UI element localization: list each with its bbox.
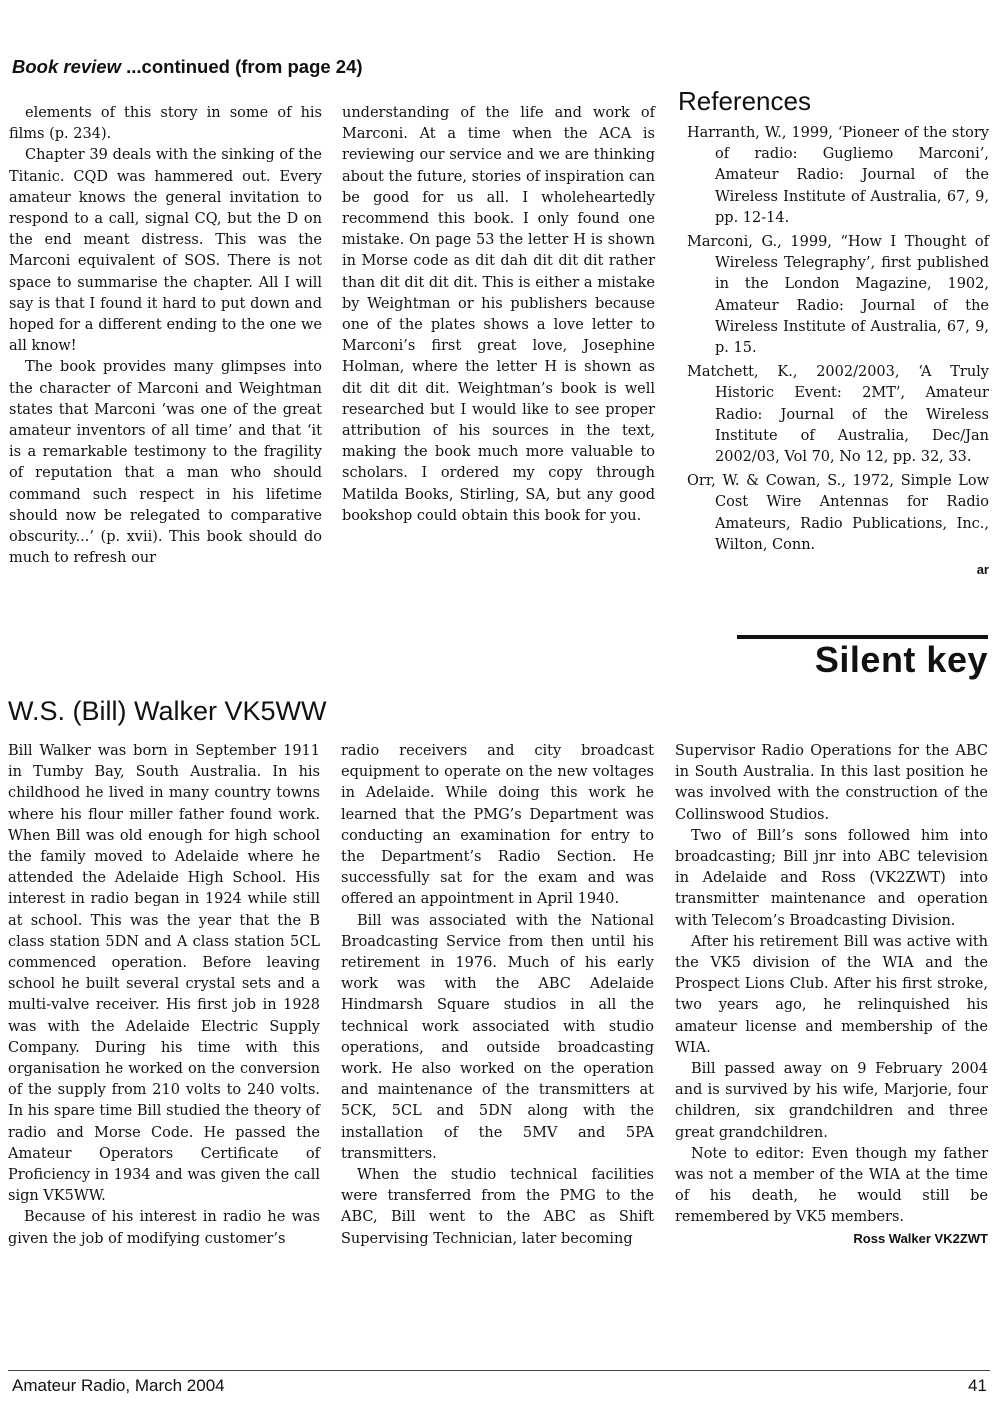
obituary-column-3: [675, 741, 988, 1248]
paragraph: Because of his interest in radio he was given the job of modifying customer’s: [8, 1209, 320, 1247]
paragraph: Bill Walker was born in September 1911 in Tumby Bay, South Australia. In his childhood he lived in many country towns where his flour miller father found work. When Bill was old enough for high school the family moved to Adelaide where he attended the Adelaide High School. His interest in radio began in 1924 while still at school. This was the year that the B class station 5DN and A class station 5CL commenced operation. Before leaving school he built several crystal sets and a multi-valve receiver. His first job in 1928 was with the Adelaide Electric Supply Company. During his time with this organisation he worked on the conversion of the supply from 210 volts to 240 volts. In his spare time Bill studied the theory of radio and Morse Code. He passed the Amateur Operators Certificate of Proficiency in 1934 and was given the call sign VK5WW.: [8, 743, 320, 1205]
paragraph: Bill was associated with the National Broadcasting Service from then until his retirement in 1976. Much of his early work was with the ABC Adelaide Hindmarsh Square studios in all the technical work associated with studio operations, and outside broadcasting work. He also worked on the operation and maintenance of the transmitters at 5CK, 5CL and 5DN along with the installation of the 5MV and 5PA transmitters.: [341, 912, 654, 1162]
reference-item: Matchett, K., 2002/2003, ‘A Truly Historic Event: 2MT’, Amateur Radio: Journal of the Wireless Institute of Australia, Dec/Jan 2002/03, Vol 70, No 12, pp. 32, 33.: [687, 364, 989, 466]
obituary-column-1: [8, 741, 320, 1250]
paragraph: elements of this story in some of his films (p. 234).: [9, 105, 322, 143]
reference-item: Marconi, G., 1999, “How I Thought of Wireless Telegraphy’, first published in the London Magazine, 1902, Amateur Radio: Journal of the Wireless Institute of Australia, 67, 9, p. 15.: [687, 234, 989, 357]
references-list: [687, 123, 989, 580]
continued-header: [12, 56, 363, 78]
references-heading: References: [678, 86, 811, 116]
paragraph: Note to editor: Even though my father was not a member of the WIA at the time of his death, he would still be remembered by VK5 members.: [675, 1145, 988, 1226]
paragraph: The book provides many glimpses into the character of Marconi and Weightman states that Marconi ‘was one of the great amateur inventors of all time’ and that ‘it is a remarkable testimony to the fragility of reputation that a man who should command such respect in his lifetime should now be relegated to comparative obscurity...’ (p. xvii). This book should do much to refresh our: [9, 359, 322, 567]
paragraph: radio receivers and city broadcast equipment to operate on the new voltages in Adelaide. While doing this work he learned that the PMG’s Department was conducting an examination for entry to the Department’s Radio Section. He successfully sat for the exam and was offered an appointment in April 1940.: [341, 743, 654, 908]
section-label: Book review: [12, 56, 121, 77]
author-signature: Ross Walker VK2ZWT: [853, 1230, 988, 1246]
paragraph: understanding of the life and work of Marconi. At a time when the ACA is reviewing our service and we are thinking about the future, stories of inspiration can be good for us all. I wholeheartedly recommend this book. I only found one mistake. On page 53 the letter H is shown in Morse code as dit dah dit dit dit rather than dit dit dit dit. This is either a mistake by Weightman or his publishers because one of the plates shows a love letter to Marconi’s first great love, Josephine Holman, where the letter H is shown as dit dit dit dit. Weightman’s book is well researched but I would like to see proper attribution of his sources in the text, making the book much more valuable to scholars. I ordered my copy through Matilda Books, Stirling, SA, but any good bookshop could obtain this book for you.: [342, 105, 655, 524]
end-mark: ar: [976, 562, 989, 578]
paragraph: Chapter 39 deals with the sinking of the Titanic. CQD was hammered out. Every amateur knows the general invitation to respond to a call, signal CQ, but the D on the end meant distress. This was the Marconi equivalent of SOS. There is not space to summarise the chapter. All I will say is that I found it hard to put down and hoped for a different ending to the one we all know!: [9, 147, 322, 355]
continued-note: ...continued (from page 24): [121, 56, 363, 77]
reference-item: Orr, W. & Cowan, S., 1972, Simple Low Cost Wire Antennas for Radio Amateurs, Radio Publications, Inc., Wilton, Conn.: [687, 473, 989, 553]
obituary-title: W.S. (Bill) Walker VK5WW: [8, 696, 327, 726]
paragraph: When the studio technical facilities were transferred from the PMG to the ABC, Bill went to the ABC as Shift Supervising Technician, later becoming: [341, 1167, 654, 1247]
paragraph: After his retirement Bill was active with the VK5 division of the WIA and the Prospect Lions Club. After his first stroke, two years ago, he relinquished his amateur license and membership of the WIA.: [675, 933, 988, 1056]
paragraph: Bill passed away on 9 February 2004 and is survived by his wife, Marjorie, four children, six grandchildren and three great grandchildren.: [675, 1061, 988, 1141]
paragraph: Supervisor Radio Operations for the ABC in South Australia. In this last position he was involved with the construction of the Collinswood Studios.: [675, 743, 988, 823]
review-column-2: [342, 103, 655, 527]
silent-key-heading: Silent key: [737, 635, 988, 679]
paragraph: Two of Bill’s sons followed him into broadcasting; Bill jnr into ABC television in Adelaide and Ross (VK2ZWT) into transmitter maintenance and operation with Telecom’s Broadcasting Division.: [675, 827, 988, 929]
footer-rule: [8, 1370, 990, 1371]
review-column-1: [9, 103, 322, 569]
publication-footer: Amateur Radio, March 2004: [12, 1376, 225, 1395]
page-number: 41: [968, 1376, 987, 1395]
obituary-column-2: [341, 741, 654, 1250]
reference-item: Harranth, W., 1999, ‘Pioneer of the story of radio: Gugliemo Marconi’, Amateur Radio: Journal of the Wireless Institute of Australia, 67, 9, pp. 12-14.: [687, 125, 989, 226]
